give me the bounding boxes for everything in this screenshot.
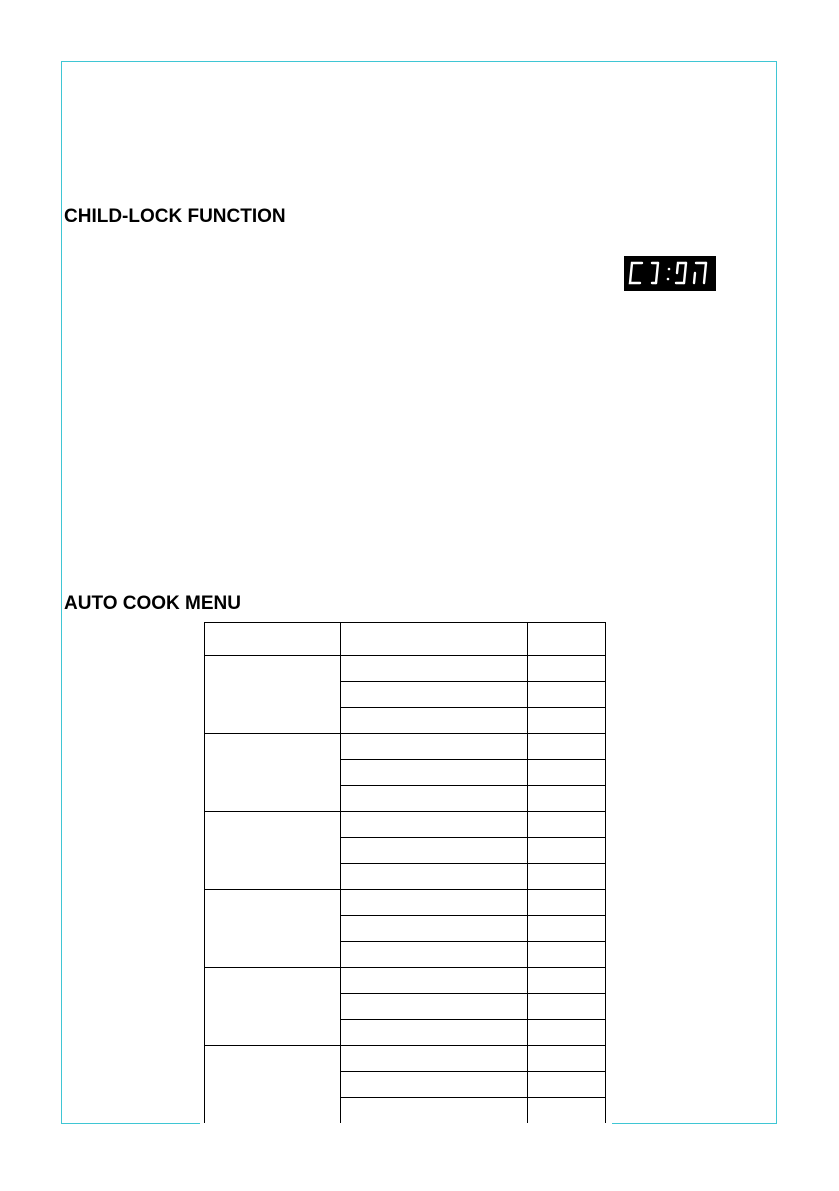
header-cell-weight bbox=[341, 623, 528, 656]
weight-cell bbox=[341, 1072, 528, 1098]
weight-cell bbox=[341, 760, 528, 786]
weight-cell bbox=[341, 734, 528, 760]
display-cell bbox=[528, 942, 606, 968]
auto-cook-table-wrap bbox=[200, 622, 612, 1126]
seven-segment-display-icon bbox=[624, 256, 716, 291]
weight-cell bbox=[341, 708, 528, 734]
menu-cell bbox=[205, 1046, 341, 1124]
menu-cell bbox=[205, 656, 341, 734]
weight-cell bbox=[341, 786, 528, 812]
display-cell bbox=[528, 1098, 606, 1124]
header-cell-display bbox=[528, 623, 606, 656]
weight-cell bbox=[341, 838, 528, 864]
table-row bbox=[205, 968, 606, 994]
display-cell bbox=[528, 734, 606, 760]
display-cell bbox=[528, 890, 606, 916]
display-cell bbox=[528, 682, 606, 708]
weight-cell bbox=[341, 656, 528, 682]
weight-cell bbox=[341, 682, 528, 708]
display-cell bbox=[528, 916, 606, 942]
display-cell bbox=[528, 1046, 606, 1072]
table-row bbox=[205, 656, 606, 682]
display-cell bbox=[528, 1020, 606, 1046]
table-row bbox=[205, 1046, 606, 1072]
menu-cell bbox=[205, 734, 341, 812]
auto-cook-table bbox=[204, 622, 606, 1123]
table-row bbox=[205, 734, 606, 760]
display-cell bbox=[528, 786, 606, 812]
display-cell bbox=[528, 968, 606, 994]
weight-cell bbox=[341, 1046, 528, 1072]
menu-cell bbox=[205, 968, 341, 1046]
display-cell bbox=[528, 812, 606, 838]
display-cell bbox=[528, 838, 606, 864]
display-cell bbox=[528, 994, 606, 1020]
header-cell-menu bbox=[205, 623, 341, 656]
weight-cell bbox=[341, 812, 528, 838]
display-cell bbox=[528, 760, 606, 786]
weight-cell bbox=[341, 916, 528, 942]
menu-cell bbox=[205, 890, 341, 968]
weight-cell bbox=[341, 942, 528, 968]
weight-cell bbox=[341, 1020, 528, 1046]
weight-cell bbox=[341, 864, 528, 890]
menu-cell bbox=[205, 812, 341, 890]
weight-cell bbox=[341, 1098, 528, 1124]
display-cell bbox=[528, 1072, 606, 1098]
display-cell bbox=[528, 864, 606, 890]
auto-cook-heading: AUTO COOK MENU bbox=[64, 593, 241, 614]
table-header-row bbox=[205, 623, 606, 656]
display-cell bbox=[528, 708, 606, 734]
weight-cell bbox=[341, 968, 528, 994]
weight-cell bbox=[341, 994, 528, 1020]
display-cell bbox=[528, 656, 606, 682]
child-lock-heading: CHILD-LOCK FUNCTION bbox=[64, 206, 286, 227]
table-row bbox=[205, 890, 606, 916]
table-row bbox=[205, 812, 606, 838]
lock-display-glyphs bbox=[624, 256, 716, 291]
weight-cell bbox=[341, 890, 528, 916]
